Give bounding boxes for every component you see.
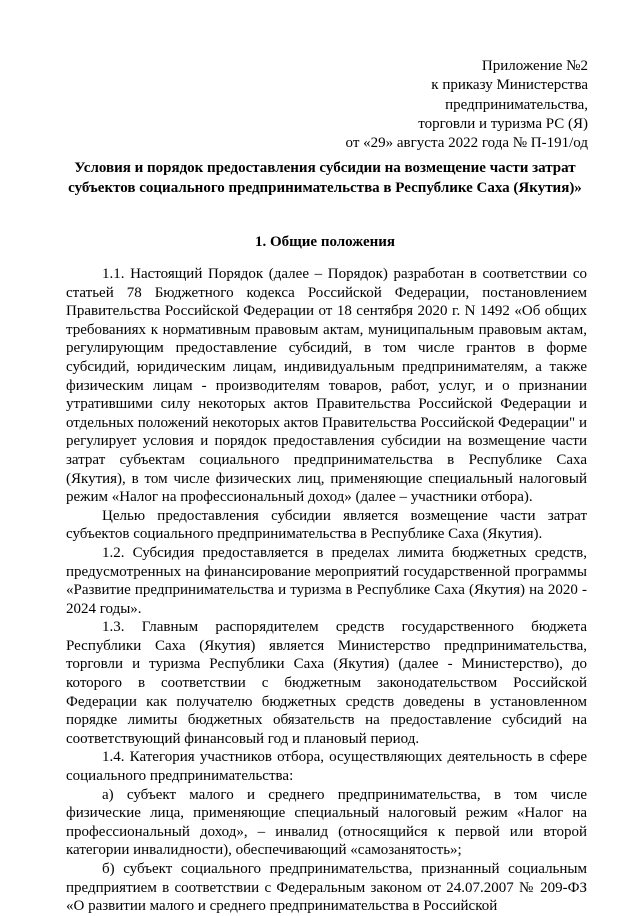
paragraph: Целью предоставления субсидии является возмещение части затрат субъектов социального предпринимательства в Республике Саха (Якутия).	[66, 507, 587, 543]
paragraph: б) субъект социального предпринимательства, признанный социальным предприятием в соответствии с Федеральным законом от 24.07.2007 № 209-ФЗ «О развитии малого и среднего предпринимательства в Российской	[66, 861, 587, 915]
paragraph: а) субъект малого и среднего предпринимательства, в том числе физические лица, применяющие специальный налоговый режим «Налог на профессиональный доход», – инвалид (относящийся к первой или второй категории инвалидности), обеспечивающий «самозанятость»;	[66, 786, 587, 859]
paragraph: 1.1. Настоящий Порядок (далее – Порядок) разработан в соответствии со статьей 78 Бюджетного кодекса Российской Федерации, постановлением Правительства Российской Федерации от 18 сентября 2020 г. N 1492 «Об общих требованиях к нормативным правовым актам, муниципальным правовым актам, регулирующим предоставление субсидий, в том числе грантов в форме субсидий, юридическим лицам, индивидуальным предпринимателям, а также физическим лицам - производителям товаров, работ, услуг, и о признании утратившими силу некоторых актов Правительства Российской Федерации и отдельных положений некоторых актов Правительства Российской Федерации" и регулирует условия и порядок предоставления субсидии на возмещение части затрат субъектам социального предпринимательства в Республике Саха (Якутия), в том числе физических лиц, применяющие специальный налоговый режим «Налог на профессиональный доход» (далее – участники отбора).	[66, 266, 587, 506]
appendix-line: от «29» августа 2022 года № П-191/од	[345, 135, 588, 152]
document-title: Условия и порядок предоставления субсидии на возмещение части затрат субъектов социального предпринимательства в Республике Саха (Якутия)»	[68, 160, 582, 196]
paragraph: 1.4. Категория участников отбора, осуществляющих деятельность в сфере социального предпринимательства:	[66, 749, 587, 785]
appendix-line: предпринимательства,	[445, 96, 588, 113]
appendix-reference	[288, 57, 588, 153]
appendix-line: Приложение №2	[481, 58, 588, 74]
section-heading: 1. Общие положения	[254, 234, 396, 250]
appendix-line: торговли и туризма РС (Я)	[418, 115, 588, 132]
section-body	[66, 265, 587, 916]
appendix-line: к приказу Министерства	[431, 77, 588, 94]
paragraph: 1.2. Субсидия предоставляется в пределах лимита бюджетных средств, предусмотренных на финансирование мероприятий государственной программы «Развитие предпринимательства и туризма в Республике Саха (Якутия) на 2020 - 2024 годы».	[66, 544, 587, 617]
paragraph: 1.3. Главным распорядителем средств государственного бюджета Республики Саха (Якутия) является Министерство предпринимательства, торговли и туризма Республики Саха (Якутия) (далее - Министерство), до которого в соответствии с бюджетным законодательством Российской Федерации как получателю бюджетных средств доведены в установленном порядке лимиты бюджетных обязательств на предоставление субсидий на соответствующий финансовый год и плановый период.	[66, 619, 587, 747]
